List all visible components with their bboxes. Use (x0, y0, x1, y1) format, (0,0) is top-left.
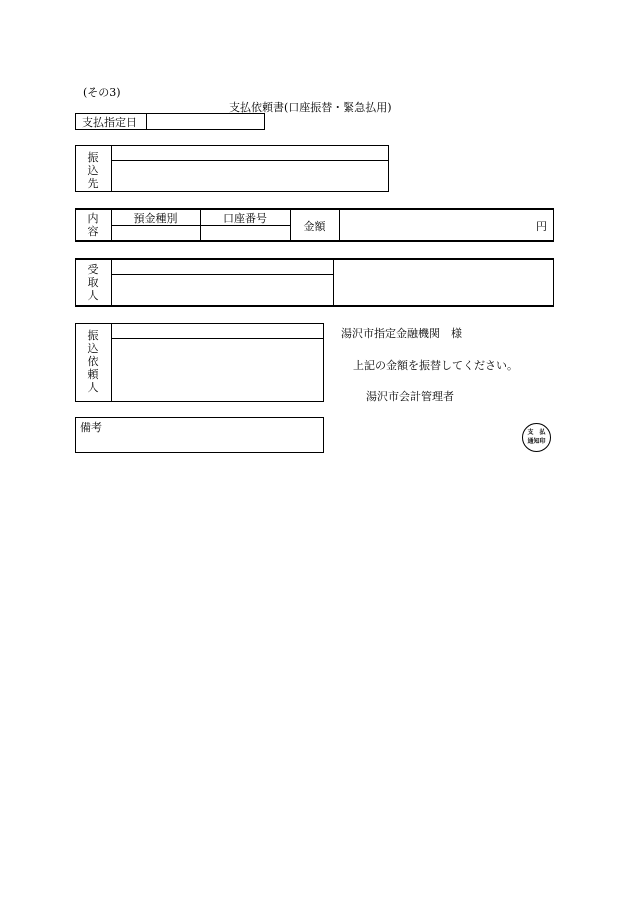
payee-name-field[interactable] (113, 147, 387, 159)
amount-field[interactable] (341, 210, 536, 240)
content-label: 内 容 (87, 212, 99, 238)
stamp-line2: 通知印 (527, 438, 546, 445)
payee-label: 振 込 先 (87, 151, 99, 190)
bank-addressee: 湯沢市指定金融機関 様 (341, 327, 462, 340)
requester-detail-field[interactable] (113, 340, 322, 400)
account-number-header: 口座番号 (223, 212, 267, 225)
amount-unit: 円 (536, 220, 547, 233)
payment-notice-stamp (522, 423, 551, 452)
payee-detail-field[interactable] (113, 162, 387, 190)
requester-name-field[interactable] (113, 325, 322, 337)
account-number-field[interactable] (202, 227, 288, 240)
recipient-name-field[interactable] (113, 260, 331, 273)
section-label: (その3) (83, 86, 121, 99)
stamp-line1: 支 払 (527, 429, 546, 436)
amount-label: 金額 (303, 220, 326, 233)
requester-label: 振 込 依 頼 人 (87, 329, 99, 394)
signer-title: 湯沢市会計管理者 (366, 390, 454, 403)
deposit-type-header: 預金種別 (133, 212, 178, 225)
recipient-detail-field[interactable] (113, 276, 331, 305)
document-title: 支払依頼書(口座振替・緊急払用) (229, 101, 392, 114)
remarks-label: 備考 (80, 421, 102, 434)
recipient-label: 受 取 人 (87, 263, 99, 302)
payment-date-field[interactable] (150, 114, 260, 128)
recipient-extra-field[interactable] (335, 260, 552, 305)
transfer-request-text: 上記の金額を振替してください。 (353, 359, 518, 372)
payment-date-label: 支払指定日 (82, 116, 137, 129)
deposit-type-field[interactable] (113, 227, 198, 240)
remarks-field[interactable] (110, 419, 322, 451)
